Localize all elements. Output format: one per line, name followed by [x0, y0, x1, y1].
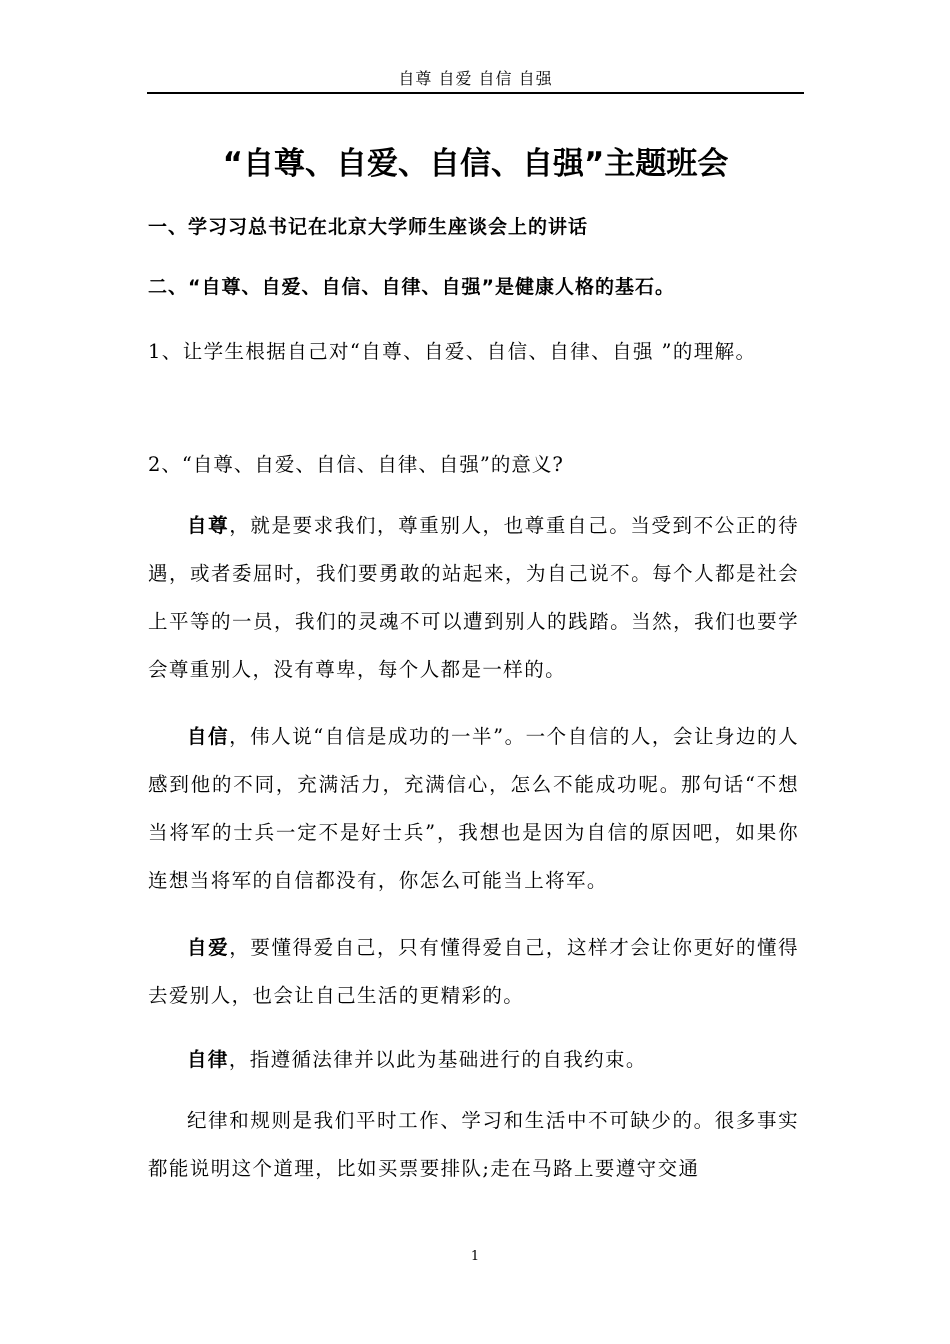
list-item-1: 1、让学生根据自己对“自尊、自爱、自信、自律、自强 ”的理解。: [148, 340, 757, 363]
paragraph-closing: 纪律和规则是我们平时工作、学习和生活中不可缺少的。很多事实都能说明这个道理，比如买票要排队;走在马路上要遵守交通: [148, 1109, 799, 1180]
term-self-confidence: 自信: [187, 725, 230, 748]
section-heading-1: 一、学习习总书记在北京大学师生座谈会上的讲话: [148, 216, 589, 238]
paragraph-self-discipline: [148, 1036, 799, 1084]
paragraph-self-respect: [148, 502, 799, 694]
page-number: 1: [470, 1249, 480, 1264]
paragraph-self-confidence: [148, 713, 799, 905]
list-item-2: 2、“自尊、自爱、自信、自律、自强”的意义?: [148, 453, 564, 476]
term-self-discipline: 自律: [187, 1048, 229, 1071]
paragraph-self-discipline-text: ，指遵循法律并以此为基础进行的自我约束。: [228, 1048, 647, 1071]
running-header: 自尊 自爱 自信 自强: [147, 66, 804, 94]
term-self-respect: 自尊: [187, 514, 230, 537]
term-self-love: 自爱: [187, 936, 230, 959]
paragraph-self-respect-text: ，就是要求我们，尊重别人，也尊重自己。当受到不公正的待遇，或者委屈时，我们要勇敢的站起来，为自己说不。每个人都是社会上平等的一员，我们的灵魂不可以遭到别人的践踏。当然，我们也要学会尊重别人，没有尊卑，每个人都是一样的。: [148, 514, 799, 681]
paragraph-self-love: [148, 924, 799, 1020]
paragraph-self-love-text: ，要懂得爱自己，只有懂得爱自己，这样才会让你更好的懂得去爱别人，也会让自己生活的更精彩的。: [148, 936, 799, 1007]
section-heading-2: 二、“自尊、自爱、自信、自律、自强”是健康人格的基石。: [148, 276, 675, 298]
paragraph-self-confidence-text: ，伟人说“自信是成功的一半”。一个自信的人，会让身边的人感到他的不同，充满活力，充满信心，怎么不能成功呢。那句话“不想当将军的士兵一定不是好士兵”，我想也是因为自信的原因吧，如果你连想当将军的自信都没有，你怎么可能当上将军。: [148, 725, 799, 892]
document-title: “自尊、自爱、自信、自强”主题班会: [222, 146, 729, 182]
